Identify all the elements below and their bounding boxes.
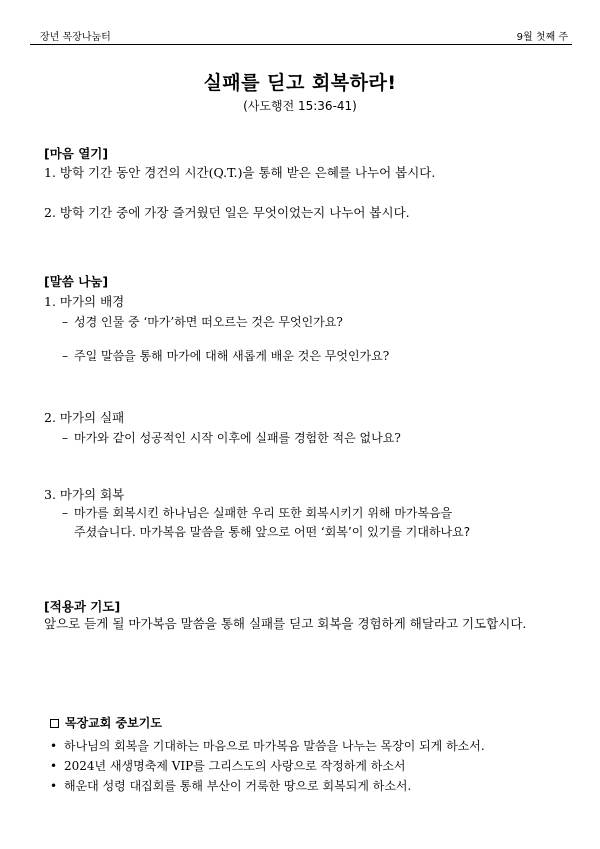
word-question-3-sub-line-1: 마가를 회복시킨 하나님은 실패한 우리 또한 회복시키기 위해 마가복음을 — [74, 506, 453, 520]
prayer-item-3-text: 해운대 성령 대집회를 통해 부산이 거룩한 땅으로 회복되게 하소서. — [64, 779, 412, 793]
word-question-2-sub-1 — [62, 429, 401, 446]
word-question-1-sub-1-text: 성경 인물 중 ‘마가’하면 떠오르는 것은 무엇인가요? — [74, 315, 343, 329]
dash-marker: – — [62, 349, 68, 363]
page-title: 실패를 딛고 회복하라! — [203, 72, 397, 94]
prayer-item-1 — [50, 737, 485, 754]
open-heart-question-2: 2. 방학 기간 중에 가장 즐거웠던 일은 무엇이었는지 나누어 봅시다. — [44, 205, 410, 220]
word-question-2-title: 2. 마가의 실패 — [44, 410, 125, 425]
prayer-heading-text: 목장교회 중보기도 — [65, 716, 162, 730]
word-question-1-title: 1. 마가의 배경 — [44, 294, 125, 309]
scripture-reference: (사도행전 15:36-41) — [243, 99, 357, 113]
prayer-item-2-text: 2024년 새생명축제 VIP를 그리스도의 사랑으로 작정하게 하소서 — [64, 759, 406, 773]
prayer-heading — [50, 714, 162, 731]
bullet-icon: • — [50, 779, 58, 793]
checkbox-square-icon — [50, 719, 59, 728]
header-right-text: 9월 첫째 주 — [516, 32, 568, 43]
header-left-text: 장년 목장나눔터 — [40, 32, 111, 43]
word-question-3-title: 3. 마가의 회복 — [44, 487, 125, 502]
dash-marker: – — [62, 431, 68, 445]
word-question-2-sub-1-text: 마가와 같이 성공적인 시작 이후에 실패를 경험한 적은 없나요? — [74, 431, 401, 445]
word-question-3-sub-line-2: 주셨습니다. 마가복음 말씀을 통해 앞으로 어떤 ‘회복’이 있기를 기대하나요? — [74, 525, 471, 539]
header-divider — [30, 44, 572, 45]
prayer-item-1-text: 하나님의 회복을 기대하는 마음으로 마가복음 말씀을 나누는 목장이 되게 하소서. — [64, 739, 485, 753]
prayer-item-2 — [50, 757, 406, 774]
apply-pray-text: 앞으로 듣게 될 마가복음 말씀을 통해 실패를 딛고 회복을 경험하게 해달라고 기도합시다. — [44, 616, 527, 631]
page-header — [30, 24, 572, 44]
section-heading-apply-pray: [적용과 기도] — [44, 599, 121, 614]
prayer-item-3 — [50, 777, 411, 794]
word-question-1-sub-2 — [62, 347, 389, 364]
word-question-3-sub-1 — [62, 504, 452, 521]
word-question-1-sub-1 — [62, 313, 343, 330]
section-heading-word-sharing: [말씀 나눔] — [44, 274, 109, 289]
bullet-icon: • — [50, 739, 58, 753]
bullet-icon: • — [50, 759, 58, 773]
open-heart-question-1: 1. 방학 기간 동안 경건의 시간(Q.T.)을 통해 받은 은혜를 나누어 봅시다. — [44, 165, 436, 180]
section-heading-open-heart: [마음 열기] — [44, 146, 109, 161]
dash-marker: – — [62, 506, 68, 520]
dash-marker: – — [62, 315, 68, 329]
word-question-1-sub-2-text: 주일 말씀을 통해 마가에 대해 새롭게 배운 것은 무엇인가요? — [74, 349, 390, 363]
